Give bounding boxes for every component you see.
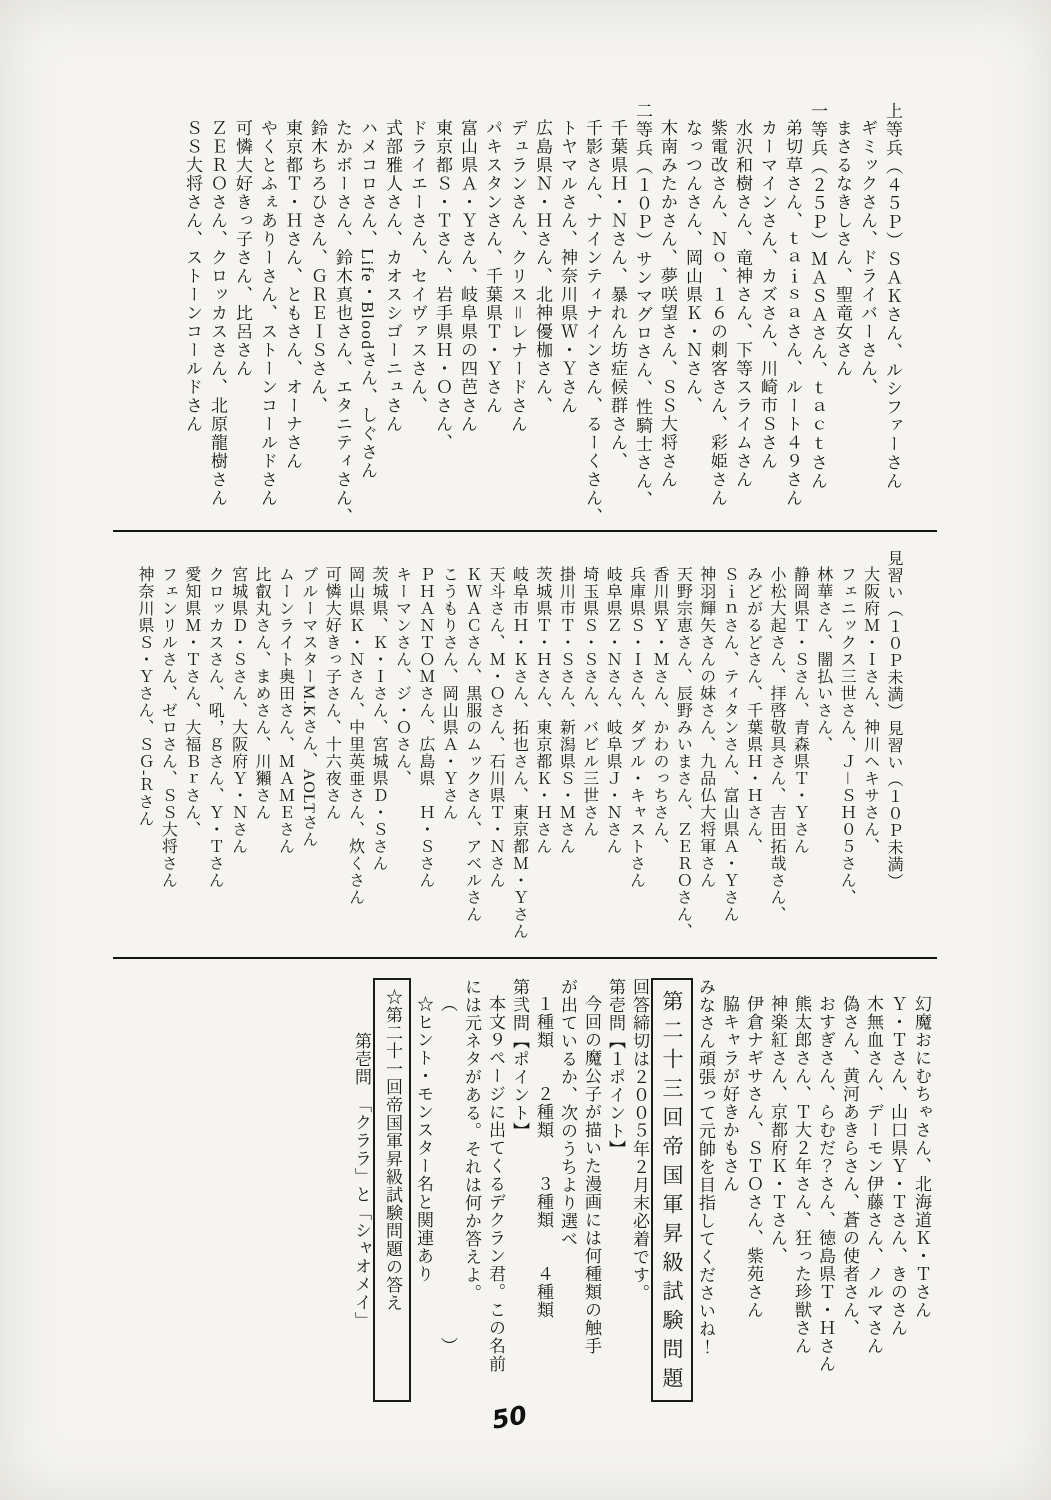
text-column: 一等兵（２５Ｐ）ＭＡＳＡさん、ｔａｃｔさん <box>808 102 827 491</box>
text-column: フェニックス三世さん、Ｊ－ＳＨ０５さん、 <box>838 566 856 907</box>
text-column: （ ） <box>438 995 457 1355</box>
text-column: ＫＷＡＣさん、黒服のムックさん、アベルさん <box>463 566 481 923</box>
text-column: ムーンライト奥田さん、ＭＡＭＥさん <box>276 566 294 855</box>
text-column: トヤマルさん、神奈川県Ｗ・Ｙさん <box>558 119 577 415</box>
text-column: ＺＥＲＯさん、クロッカスさん、北原龍樹さん <box>208 119 227 508</box>
text-column: みどがるどさん、千葉県Ｈ・Ｈさん、 <box>744 566 762 855</box>
text-column: 天野宗恵さん、辰野みいまさん、ＺＥＲＯさん、 <box>674 566 692 940</box>
text-column: 千葉県Ｈ・Ｎさん、暴れん坊症候群さん、 <box>608 119 627 471</box>
text-column: 香川県Ｙ・Ｍさん、かわのっちさん、 <box>650 566 668 855</box>
text-column: 兵庫県Ｓ・Ｉさん、ダブル・キャストさん <box>627 566 645 889</box>
text-column: 茨城県、Ｋ・Ｉさん、宮城県Ｄ・Ｓさん <box>370 566 388 872</box>
text-column: 千影さん、ナインティナインさん、るーくさん、 <box>583 119 602 526</box>
text-column: 鈴木ちろひさん、ＧＲＥＩＳさん、 <box>308 119 327 415</box>
text-column: 今回の魔公子が描いた漫画には何種類の触手 <box>582 995 601 1355</box>
text-column: 東京都Ｓ・Ｔさん、岩手県Ｈ・Ｏさん、 <box>433 119 452 452</box>
text-column: 式部雅人さん、カオスシゴーニュさん <box>383 119 402 434</box>
text-column: 小松大起さん、拝啓敬具さん、吉田拓哉さん、 <box>767 566 785 923</box>
text-column: 木無血さん、デーモン伊藤さん、ノルマさん <box>864 995 883 1355</box>
text-column: が出ているか、次のうちより選べ <box>558 978 577 1248</box>
text-column: 可憐大好きっ子さん、十六夜さん <box>323 566 341 821</box>
text-column: 静岡県Ｔ・Ｓさん、青森県Ｔ・Ｙさん <box>791 566 809 855</box>
text-column: 神楽紅さん、京都府Ｋ・Ｔさん、 <box>768 995 787 1265</box>
text-column: Ｓｉｎさん、ティタンさん、富山県Ａ・Ｙさん <box>721 566 739 923</box>
text-column: 林華さん、闇払いさん、 <box>814 566 832 753</box>
text-column: ギミックさん、ドライバーさん、 <box>858 119 877 397</box>
text-column: 岡山県Ｋ・Ｎさん、中里英亜さん、炊くさん <box>346 566 364 906</box>
text-column: ハメコロさん、Life・Bloodさん、しぐさん <box>358 119 377 480</box>
text-column: パキスタンさん、千葉県Ｔ・Ｙさん <box>483 119 502 415</box>
text-column: ☆ヒント・モンスター名と関連あり <box>414 995 433 1283</box>
text-column: 富山県Ａ・Ｙさん、岐阜県の四芭さん <box>458 119 477 434</box>
text-column: 大阪府Ｍ・Ｉさん、神川ヘキサさん、 <box>861 566 879 855</box>
text-column: 脇キャラが好きかもさん <box>720 995 739 1193</box>
text-column: 可憐大好きっ子さん、比呂さん <box>233 119 252 378</box>
text-column: 第弐問【ポイント】 <box>510 978 529 1140</box>
credits-section-top <box>180 102 905 526</box>
text-column: やくとふぇありーさん、ストーンコールドさん <box>258 119 277 508</box>
credits-section-middle <box>133 550 905 956</box>
divider-top <box>113 530 937 532</box>
text-column: 第壱問【１ポイント】 <box>606 978 625 1158</box>
text-column: 第二十三回帝国軍昇級試験問題 <box>651 978 693 1402</box>
text-column: 紫電改さん、Ｎｏ、１６の刺客さん、彩姫さん <box>708 119 727 508</box>
text-column: 木南みたかさん、夢咲望さん、ＳＳ大将さん <box>658 119 677 489</box>
text-column: みなさん頑張って元帥を目指してくださいね！ <box>696 978 715 1356</box>
text-column: デュランさん、クリス＝レナードさん <box>508 119 527 434</box>
text-column: 埼玉県Ｓ・Ｓさん、バビル三世さん <box>580 566 598 838</box>
text-column: こうもりさん、岡山県Ａ・Ｙさん <box>440 566 458 821</box>
text-column: 神羽輝矢さんの妹さん、九品仏大将軍さん <box>697 566 715 889</box>
page-number: 50 <box>489 1400 530 1435</box>
text-column: 幻魔おにむちゃさん、北海道Ｋ・Ｔさん <box>912 995 931 1319</box>
quiz-section <box>349 978 933 1402</box>
text-column: まさるなきしさん、聖竜女さん <box>833 119 852 378</box>
text-column: 神奈川県Ｓ・Ｙさん、ＳＧ‐Ｒさん <box>136 566 153 828</box>
text-column: 見習い（１０Ｐ未満）見習い（１０Ｐ未満） <box>885 550 902 890</box>
text-column: なっつんさん、岡山県Ｋ・Ｎさん、 <box>683 119 702 415</box>
text-column: ブルーマスターM.Kさん、AOLTさん <box>299 566 317 848</box>
text-column: 上等兵（４５Ｐ）ＳＡＫさん、ルシファーさん <box>883 102 902 491</box>
text-column: ＳＳ大将さん、ストーンコールドさん <box>183 119 202 434</box>
text-column: 第壱問 「クララ」と「シャオメイ」 <box>352 1032 371 1330</box>
text-column: ドライエーさん、セイヴァスさん、 <box>408 119 427 415</box>
text-column: カーマインさん、カズさん、川崎市Ｓさん <box>758 119 777 471</box>
text-column: には元ネタがある。それは何か答えよ。 <box>462 978 481 1302</box>
text-column: おすぎさん、らむだ？さん、徳島県Ｔ・Ｈさん <box>816 995 835 1373</box>
text-column: 岐阜県Ｚ・Ｎさん、岐阜県Ｊ・Ｎさん <box>604 566 622 855</box>
text-column: 伊倉ナギサさん、ＳＴＯさん、紫苑さん <box>744 995 763 1319</box>
text-column: ＰＨＡＮＴＯＭさん、広島県 Ｈ・Ｓさん <box>416 566 434 889</box>
text-column: 比叡丸さん、まめさん、川獺さん <box>253 566 271 821</box>
text-column: 掛川市Ｔ・Ｓさん、新潟県Ｓ・Ｍさん <box>557 566 575 855</box>
text-column: 弟切草さん、ｔａｉｓａさん、ルート４９さん <box>783 119 802 508</box>
text-column: クロッカスさん、吼，ｇさん、Ｙ・Ｔさん <box>206 566 224 889</box>
text-column: 東京都Ｔ・Ｈさん、ともさん、オーナさん <box>283 119 302 471</box>
text-column: 茨城県Ｔ・Ｈさん、東京都Ｋ・Ｈさん <box>533 566 551 855</box>
text-column: 天斗さん、Ｍ・Ｏさん、石川県Ｔ・Ｎさん <box>487 566 505 889</box>
text-column: 回答締切は２００５年２月末必着です。 <box>630 978 649 1302</box>
text-column: ☆第二十一回帝国軍昇級試験問題の答え <box>373 978 411 1402</box>
text-column: 熊太郎さん、Ｔ大２年さん、狂った珍獣さん <box>792 995 811 1355</box>
text-column: 広島県Ｎ・Ｈさん、北神優枷さん、 <box>533 119 552 415</box>
text-column: 二等兵（１０Ｐ）サンマグロさん、性騎士さん、 <box>633 102 652 509</box>
text-column: １種類 ２種類 ３種類 ４種類 <box>534 995 553 1319</box>
text-column: フェンリルさん、ゼロさん、ＳＳ大将さん <box>159 566 177 889</box>
text-column: 愛知県Ｍ・Ｔさん、大福Ｂｒさん、 <box>182 566 200 838</box>
text-column: 水沢和樹さん、竜神さん、下等スライムさん <box>733 119 752 489</box>
text-column: 本文９ページに出てくるデクラン君。この名前 <box>486 995 505 1373</box>
text-column: 岐阜市Ｈ・Ｋさん、拓也さん、東京都Ｍ・Ｙさん <box>510 566 528 940</box>
text-column: Ｙ・Ｔさん、山口県Ｙ・Ｔさん、きのさん <box>888 995 907 1337</box>
divider-bottom <box>113 957 937 959</box>
text-column: 偽さん、黄河あきらさん、蒼の使者さん、 <box>840 995 859 1337</box>
text-column: 宮城県Ｄ・Ｓさん、大阪府Ｙ・Ｎさん <box>229 566 247 855</box>
text-column: たかボーさん、鈴木真也さん、エタニティさん、 <box>333 119 352 526</box>
text-column: キーマンさん、ジ・Ｏさん、 <box>393 566 411 787</box>
